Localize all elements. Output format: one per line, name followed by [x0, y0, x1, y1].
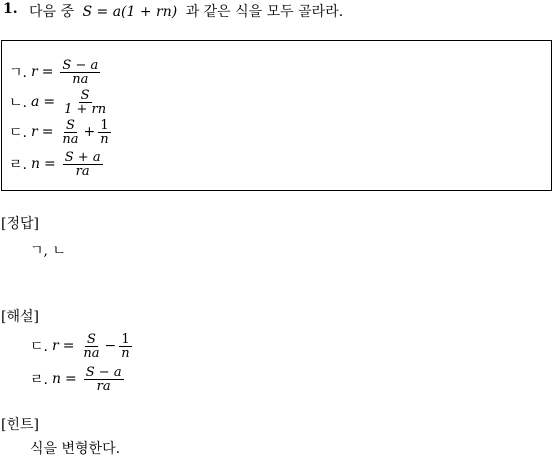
minus-operator: − [104, 338, 117, 354]
fraction-denominator: n [100, 131, 109, 147]
option-lhs: r [51, 338, 59, 354]
options-box [1, 40, 552, 191]
fraction-numerator: S − a [85, 364, 122, 380]
option-lhs: n [30, 156, 41, 172]
answer-text: ㄱ, ㄴ [30, 243, 66, 259]
option-lhs: n [51, 371, 62, 387]
option-lhs: r [30, 124, 38, 140]
fraction-numerator: 1 [100, 117, 109, 133]
fraction-denominator: 1 + rn [64, 101, 107, 117]
option-nieun [9, 87, 111, 117]
question-prefix: 다음 중 [29, 4, 75, 20]
question-number: 1. [3, 1, 18, 17]
explanation-line-digeut [30, 330, 135, 362]
fraction-denominator: na [62, 131, 79, 147]
equals-sign: = [43, 94, 56, 110]
option-giyeok [9, 57, 103, 87]
fraction-numerator: S [87, 331, 96, 347]
fraction-denominator: na [83, 345, 100, 361]
option-label: ㄷ. [30, 339, 48, 355]
explanation-line-rieul [30, 363, 127, 395]
equals-sign: = [44, 156, 56, 172]
fraction-denominator: ra [96, 378, 111, 394]
answer-title: [정답] [1, 216, 39, 232]
option-fraction-2 [119, 333, 131, 360]
equals-sign: = [41, 124, 54, 140]
option-rieul [9, 149, 106, 179]
fraction-numerator: S [66, 117, 75, 133]
plus-operator: + [83, 124, 96, 140]
question-formula: S = a(1 + rn) [82, 4, 178, 20]
fraction-denominator: n [121, 345, 130, 361]
fraction-denominator: ra [75, 163, 90, 179]
hint-title: [힌트] [1, 417, 39, 433]
option-fraction [62, 89, 108, 116]
option-fraction [84, 366, 124, 393]
fraction-numerator: S + a [64, 149, 101, 165]
explanation-title: [해설] [1, 309, 39, 325]
fraction-numerator: S [80, 87, 90, 103]
option-label: ㄹ. [30, 372, 48, 388]
equals-sign: = [65, 371, 77, 387]
option-fraction [60, 119, 80, 146]
option-fraction [81, 333, 101, 360]
option-lhs: a [30, 94, 40, 110]
question-text [29, 1, 343, 21]
option-lhs: r [30, 64, 38, 80]
equals-sign: = [62, 338, 75, 354]
fraction-numerator: S − a [62, 57, 99, 73]
option-digeut [9, 117, 114, 147]
option-fraction-2 [98, 119, 110, 146]
option-label: ㄹ. [9, 157, 27, 173]
option-label: ㄷ. [9, 125, 27, 141]
equals-sign: = [41, 64, 54, 80]
option-fraction [63, 151, 103, 178]
fraction-numerator: 1 [121, 331, 130, 347]
question-suffix: 과 같은 식을 모두 골라라. [185, 4, 344, 20]
fraction-denominator: na [72, 71, 89, 87]
hint-text: 식을 변형한다. [30, 441, 121, 457]
option-label: ㄴ. [9, 95, 27, 111]
option-fraction [60, 59, 100, 86]
option-label: ㄱ. [9, 65, 27, 81]
